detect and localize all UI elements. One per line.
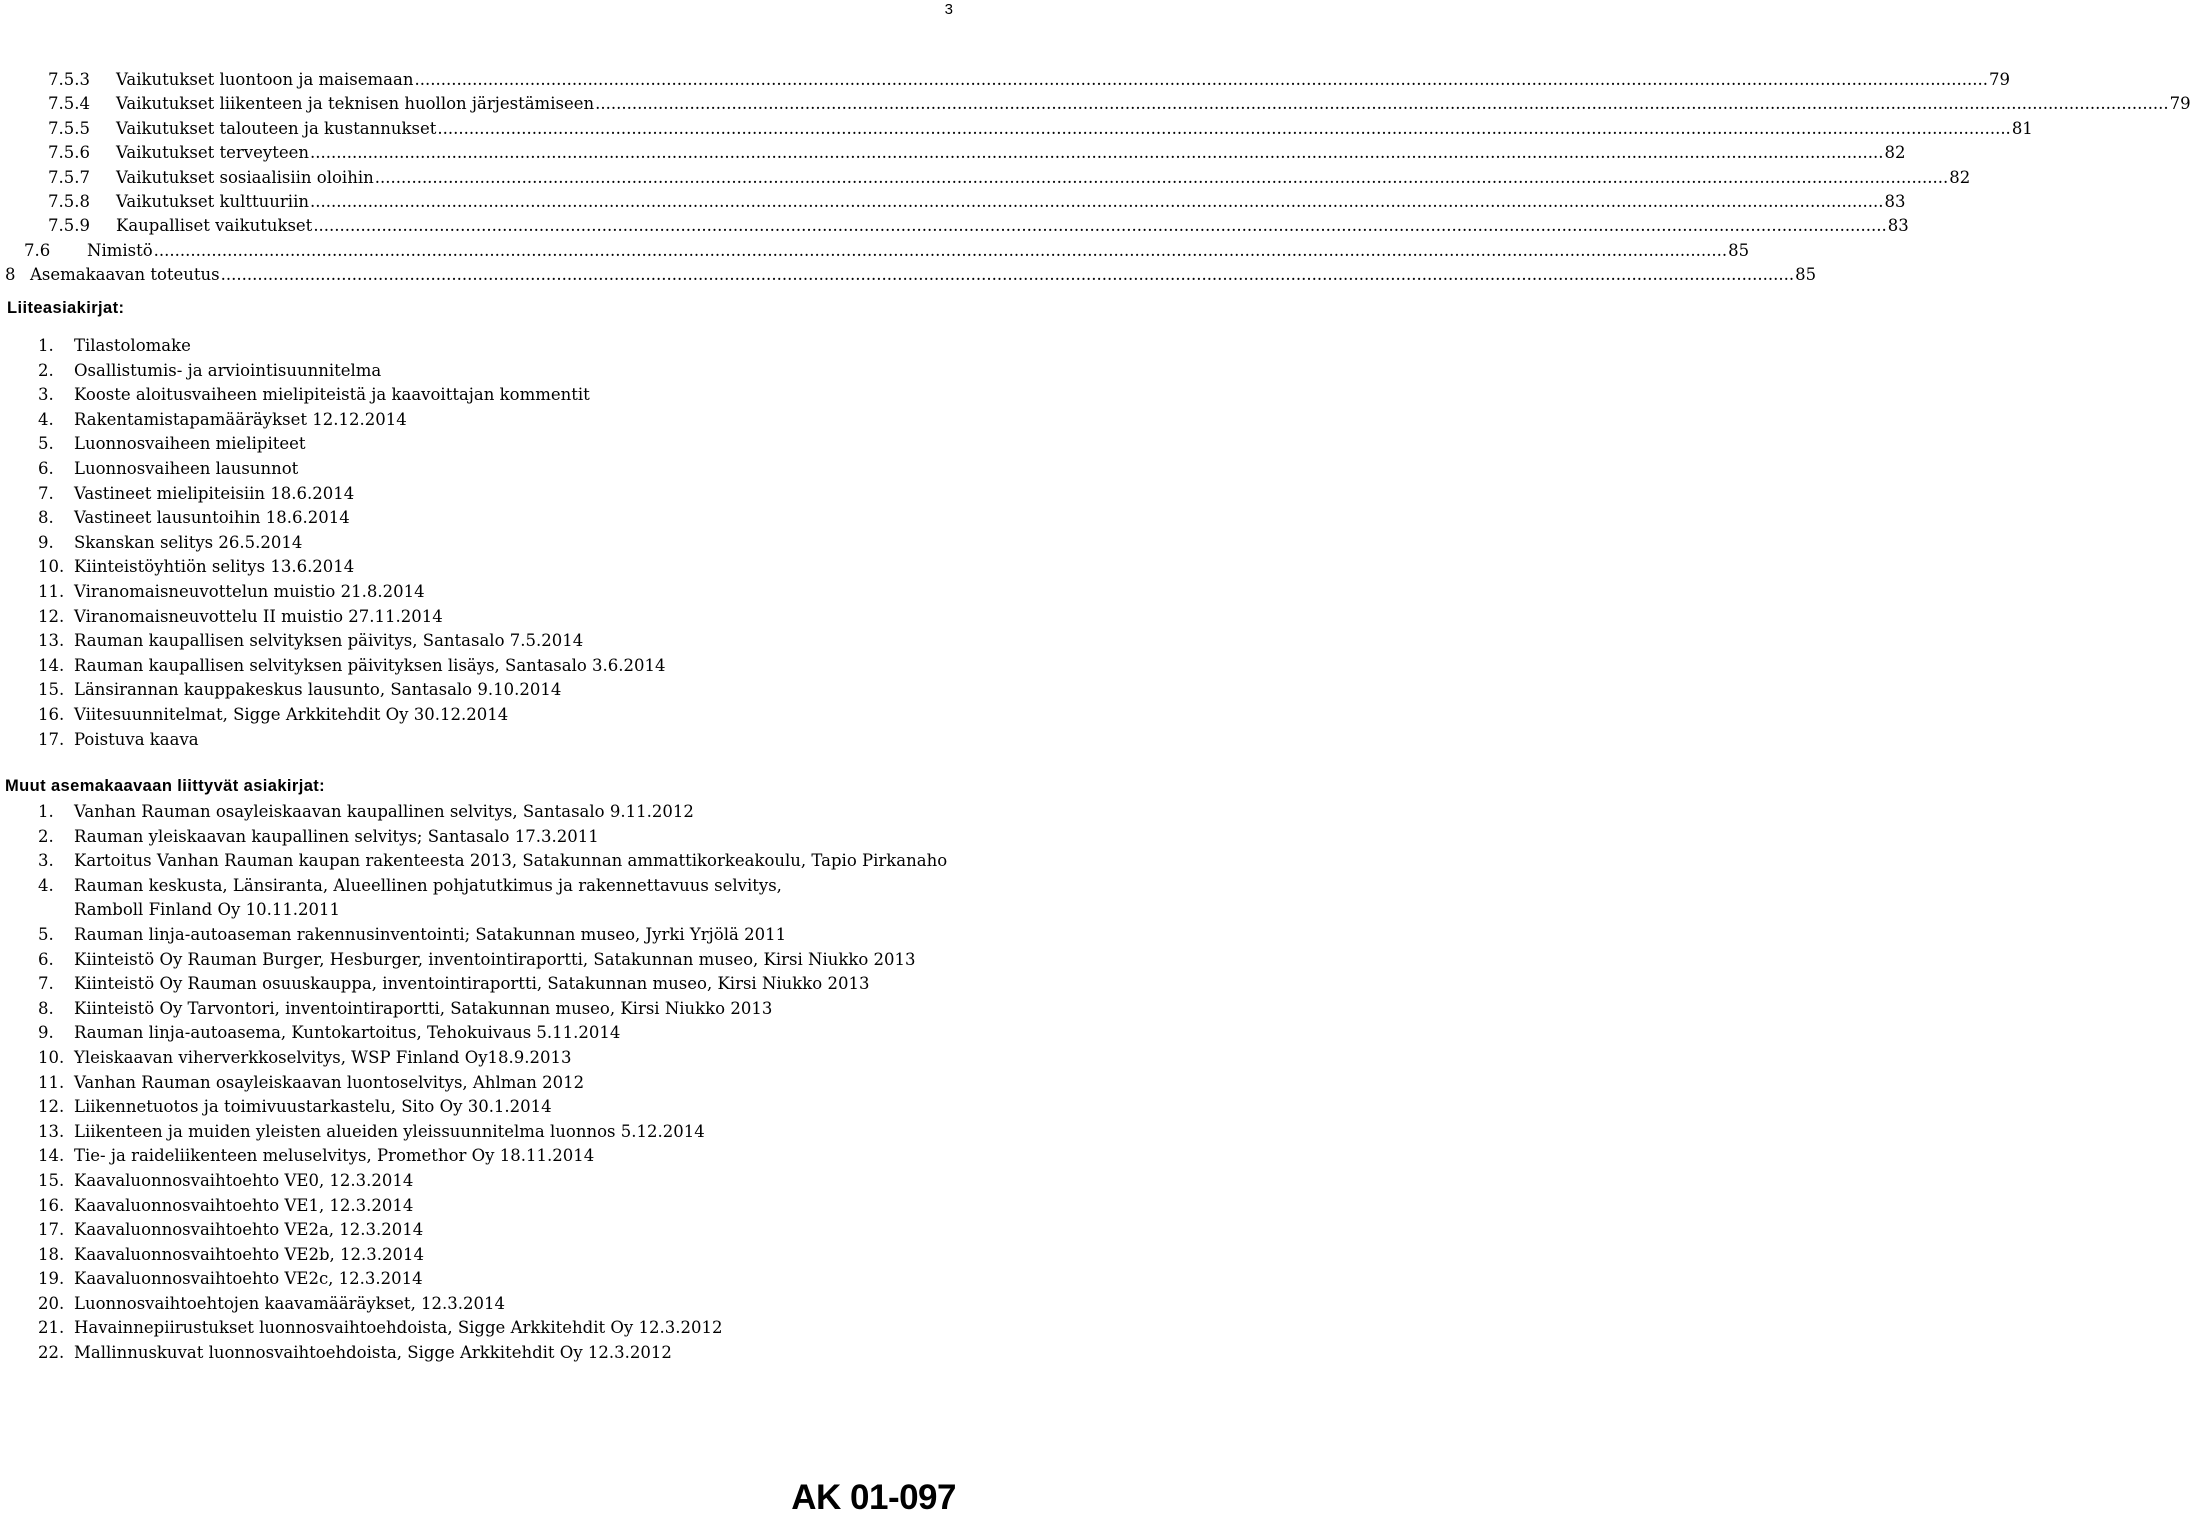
other-document-item-text: Kaavaluonnosvaihtoehto VE1, 12.3.2014 — [74, 1195, 414, 1215]
appendix-item-text: Viitesuunnitelmat, Sigge Arkkitehdit Oy 30.12.2014 — [74, 704, 509, 724]
toc-entry[interactable] — [0, 92, 2191, 116]
other-document-item-number: 13. — [38, 1121, 65, 1141]
other-document-item-number: 8. — [38, 998, 54, 1018]
toc-entry-page: 85 — [1728, 240, 1750, 260]
other-document-item-number: 5. — [38, 924, 54, 944]
appendix-item-text: Tilastolomake — [74, 336, 191, 355]
other-document-item-text: Luonnosvaihtoehtojen kaavamääräykset, 12.3.2014 — [74, 1293, 506, 1313]
other-document-item-text: Rauman linja-autoasema, Kuntokartoitus, Tehokuivaus 5.11.2014 — [74, 1023, 621, 1043]
toc-entry[interactable] — [0, 166, 1971, 190]
other-document-item-text: Kiinteistö Oy Rauman osuuskauppa, inventointiraportti, Satakunnan museo, Kirsi Niukko 2013 — [74, 974, 870, 994]
appendix-item-text: Vastineet mielipiteisiin 18.6.2014 — [74, 483, 355, 503]
other-document-item — [0, 1071, 960, 1096]
toc-entry-title: Vaikutukset liikenteen ja teknisen huollon järjestämiseen — [116, 94, 595, 114]
other-document-item-number: 16. — [38, 1195, 65, 1215]
other-document-item — [0, 849, 960, 874]
other-document-item-text: Vanhan Rauman osayleiskaavan luontoselvitys, Ahlman 2012 — [74, 1072, 585, 1092]
toc-entry-page: 79 — [1988, 70, 2010, 89]
other-document-item — [0, 1267, 960, 1292]
other-document-item — [0, 923, 960, 948]
toc-entry[interactable] — [0, 117, 2033, 141]
toc-dot-leader: ............................................................................................................................................................................................................................................................................................................ — [595, 94, 2169, 114]
appendix-item-number: 16. — [38, 704, 65, 724]
other-document-item-number: 15. — [38, 1170, 65, 1190]
other-document-item-number: 14. — [38, 1146, 65, 1166]
appendix-item — [0, 506, 960, 531]
appendix-item-number: 7. — [38, 483, 54, 503]
toc-entry-number: 7.5.8 — [48, 192, 90, 211]
toc-entry-title: Kaupalliset vaikutukset — [116, 216, 313, 236]
toc-entry[interactable] — [0, 214, 1909, 238]
other-document-item — [0, 972, 960, 997]
other-document-item — [0, 1169, 960, 1194]
other-document-item-number: 21. — [38, 1318, 65, 1338]
appendix-item-number: 2. — [38, 360, 54, 380]
appendix-item — [0, 654, 960, 679]
other-document-item-text: Liikennetuotos ja toimivuustarkastelu, Sito Oy 30.1.2014 — [74, 1097, 552, 1117]
toc-entry-number: 7.5.7 — [48, 167, 90, 187]
appendix-item-number: 12. — [38, 606, 65, 626]
other-document-item-text: Rauman linja-autoaseman rakennusinventointi; Satakunnan museo, Jyrki Yrjölä 2011 — [74, 924, 787, 944]
appendix-item-number: 1. — [38, 336, 54, 355]
other-document-item-text: Vanhan Rauman osayleiskaavan kaupallinen selvitys, Santasalo 9.11.2012 — [74, 802, 694, 821]
appendix-item — [0, 408, 960, 433]
appendix-item — [0, 383, 960, 408]
appendix-item — [0, 678, 960, 703]
other-document-item-number: 11. — [38, 1072, 65, 1092]
other-document-item — [0, 1095, 960, 1120]
appendix-item-text: Luonnosvaiheen lausunnot — [74, 458, 299, 478]
toc-dot-leader: ............................................................................................................................................................................................................................................................................................................ — [309, 143, 1884, 163]
appendix-item-text: Viranomaisneuvottelu II muistio 27.11.2014 — [74, 606, 443, 626]
appendix-item-number: 14. — [38, 655, 65, 675]
other-document-item-number: 20. — [38, 1293, 65, 1313]
other-documents-list — [0, 800, 960, 1366]
other-document-item-number: 1. — [38, 802, 54, 821]
toc-entry[interactable] — [0, 190, 1906, 214]
other-documents-heading: Muut asemakaavaan liittyvät asiakirjat: — [5, 777, 326, 795]
other-document-item-text: Rauman keskusta, Länsiranta, Alueellinen pohjatutkimus ja rakennettavuus selvitys, — [74, 875, 782, 895]
other-document-item-text: Tie- ja raideliikenteen meluselvitys, Promethor Oy 18.11.2014 — [74, 1146, 595, 1166]
appendix-item-number: 3. — [38, 385, 54, 405]
appendix-item-text: Rakentamistapamääräykset 12.12.2014 — [74, 409, 407, 429]
other-document-item-number: 2. — [38, 826, 54, 846]
other-document-item-number: 3. — [38, 851, 54, 871]
appendix-item — [0, 555, 960, 580]
appendix-item — [0, 482, 960, 507]
toc-entry[interactable] — [0, 141, 1906, 165]
other-document-item-text: Kartoitus Vanhan Rauman kaupan rakenteesta 2013, Satakunnan ammattikorkeakoulu, Tapio Pirkanaho — [74, 851, 948, 871]
appendix-item — [0, 457, 960, 482]
appendix-item-text: Kiinteistöyhtiön selitys 13.6.2014 — [74, 557, 355, 577]
other-document-item — [0, 1316, 960, 1341]
appendix-item-number: 11. — [38, 581, 65, 601]
other-document-item-number: 7. — [38, 974, 54, 994]
appendix-item-text: Osallistumis- ja arviointisuunnitelma — [74, 360, 382, 380]
appendix-item — [0, 605, 960, 630]
other-document-item — [0, 1341, 960, 1366]
toc-entry-title: Vaikutukset kulttuuriin — [116, 192, 309, 211]
toc-entry-page: 81 — [2011, 118, 2033, 138]
other-document-item-text: Kaavaluonnosvaihtoehto VE0, 12.3.2014 — [74, 1170, 414, 1190]
page-number: 3 — [944, 1, 953, 18]
other-document-item — [0, 1292, 960, 1317]
other-document-item — [0, 1144, 960, 1169]
appendix-item-text: Kooste aloitusvaiheen mielipiteistä ja kaavoittajan kommentit — [74, 385, 590, 405]
toc-entry-number: 7.5.5 — [48, 118, 90, 138]
appendix-item-number: 17. — [38, 729, 65, 749]
appendix-item-text: Viranomaisneuvottelun muistio 21.8.2014 — [74, 581, 425, 601]
other-document-item-number: 10. — [38, 1047, 65, 1067]
other-document-item-number: 6. — [38, 949, 54, 969]
appendix-item — [0, 728, 960, 753]
other-document-item — [0, 1046, 960, 1071]
toc-entry[interactable] — [0, 263, 1817, 287]
toc-entry-number: 7.6 — [24, 240, 51, 260]
other-document-item-text-continued: Ramboll Finland Oy 10.11.2011 — [74, 900, 341, 920]
appendix-item-number: 5. — [38, 434, 54, 454]
other-document-item — [0, 1021, 960, 1046]
other-document-item — [0, 1218, 960, 1243]
other-document-item-number: 19. — [38, 1269, 65, 1289]
toc-entry-page: 79 — [2169, 94, 2191, 114]
other-document-item-number: 17. — [38, 1220, 65, 1240]
toc-entry-number: 7.5.4 — [48, 94, 90, 114]
appendix-item-number: 10. — [38, 557, 65, 577]
appendix-item-number: 6. — [38, 458, 54, 478]
appendix-item — [0, 580, 960, 605]
appendix-item-number: 15. — [38, 680, 65, 700]
other-document-item-number: 12. — [38, 1097, 65, 1117]
other-document-item-text: Kaavaluonnosvaihtoehto VE2c, 12.3.2014 — [74, 1269, 423, 1289]
other-document-item-number: 18. — [38, 1244, 65, 1264]
appendix-item-text: Luonnosvaiheen mielipiteet — [74, 434, 306, 454]
toc-dot-leader: ............................................................................................................................................................................................................................................................................................................ — [374, 167, 1949, 187]
other-document-item-text: Rauman yleiskaavan kaupallinen selvitys; Santasalo 17.3.2011 — [74, 826, 599, 846]
appendix-item-text: Poistuva kaava — [74, 729, 199, 749]
appendix-item-number: 8. — [38, 508, 54, 528]
appendix-item — [0, 531, 960, 556]
appendix-item-text: Rauman kaupallisen selvityksen päivitys, Santasalo 7.5.2014 — [74, 631, 584, 651]
toc-entry[interactable] — [0, 68, 2010, 92]
toc-dot-leader: ............................................................................................................................................................................................................................................................................................................ — [313, 216, 1887, 236]
other-document-item — [0, 948, 960, 973]
other-document-item-number: 4. — [38, 875, 54, 895]
toc-entry-page: 85 — [1795, 265, 1817, 285]
toc-entry-title: Asemakaavan toteutus — [30, 265, 220, 285]
other-document-item — [0, 997, 960, 1022]
appendix-item-text: Vastineet lausuntoihin 18.6.2014 — [74, 508, 350, 528]
toc-dot-leader: ............................................................................................................................................................................................................................................................................................................ — [153, 240, 1728, 260]
toc-dot-leader: ............................................................................................................................................................................................................................................................................................................ — [414, 70, 1988, 89]
toc-entry-title: Vaikutukset luontoon ja maisemaan — [116, 70, 414, 89]
other-document-item-text: Mallinnuskuvat luonnosvaihtoehdoista, Sigge Arkkitehdit Oy 12.3.2012 — [74, 1343, 672, 1363]
appendices-list — [0, 334, 960, 752]
toc-entry-page: 83 — [1887, 216, 1909, 236]
appendix-item-text: Skanskan selitys 26.5.2014 — [74, 532, 303, 552]
other-document-item-text: Kaavaluonnosvaihtoehto VE2b, 12.3.2014 — [74, 1244, 424, 1264]
other-document-item-text: Kiinteistö Oy Rauman Burger, Hesburger, inventointiraportti, Satakunnan museo, Kirsi Niukko 2013 — [74, 949, 916, 969]
appendix-item-number: 9. — [38, 532, 54, 552]
appendix-item — [0, 359, 960, 384]
appendix-item-text: Rauman kaupallisen selvityksen päivityksen lisäys, Santasalo 3.6.2014 — [74, 655, 666, 675]
toc-entry-title: Vaikutukset sosiaalisiin oloihin — [116, 167, 374, 187]
appendix-item-number: 4. — [38, 409, 54, 429]
appendix-item — [0, 334, 960, 359]
appendices-heading: Liiteasiakirjat: — [7, 299, 125, 317]
other-document-item-text: Kiinteistö Oy Tarvontori, inventointiraportti, Satakunnan museo, Kirsi Niukko 2013 — [74, 998, 773, 1018]
toc-entry-page: 82 — [1949, 167, 1971, 187]
appendix-item — [0, 432, 960, 457]
toc-entry-page: 82 — [1884, 143, 1906, 163]
toc-dot-leader: ............................................................................................................................................................................................................................................................................................................ — [220, 265, 1795, 285]
appendix-item — [0, 629, 960, 654]
toc-dot-leader: ............................................................................................................................................................................................................................................................................................................ — [437, 118, 2011, 138]
other-document-item-text: Havainnepiirustukset luonnosvaihtoehdoista, Sigge Arkkitehdit Oy 12.3.2012 — [74, 1318, 723, 1338]
toc-entry-title: Nimistö — [87, 240, 153, 260]
other-document-item-number: 9. — [38, 1023, 54, 1043]
toc-entry-title: Vaikutukset terveyteen — [116, 143, 309, 163]
document-code: AK 01-097 — [791, 1478, 956, 1517]
toc-entry-title: Vaikutukset talouteen ja kustannukset — [116, 118, 437, 138]
toc-entry-number: 7.5.6 — [48, 143, 90, 163]
toc-entry-number: 7.5.3 — [48, 70, 90, 89]
toc-entry-number: 7.5.9 — [48, 216, 90, 236]
other-document-item — [0, 1243, 960, 1268]
appendix-item-text: Länsirannan kauppakeskus lausunto, Santasalo 9.10.2014 — [74, 680, 562, 700]
other-document-item-text: Kaavaluonnosvaihtoehto VE2a, 12.3.2014 — [74, 1220, 424, 1240]
other-document-item — [0, 800, 960, 825]
other-document-item — [0, 874, 960, 923]
other-document-item-text: Liikenteen ja muiden yleisten alueiden yleissuunnitelma luonnos 5.12.2014 — [74, 1121, 705, 1141]
toc-dot-leader: ............................................................................................................................................................................................................................................................................................................ — [310, 192, 1884, 211]
toc-entry[interactable] — [0, 239, 1750, 263]
other-document-item — [0, 825, 960, 850]
appendix-item-number: 13. — [38, 631, 65, 651]
toc-entry-number: 8 — [5, 265, 16, 285]
toc-entry-page: 83 — [1884, 192, 1906, 211]
other-document-item — [0, 1194, 960, 1219]
other-document-item-text: Yleiskaavan viherverkkoselvitys, WSP Finland Oy18.9.2013 — [74, 1047, 572, 1067]
other-document-item — [0, 1120, 960, 1145]
appendix-item — [0, 703, 960, 728]
other-document-item-number: 22. — [38, 1343, 65, 1363]
